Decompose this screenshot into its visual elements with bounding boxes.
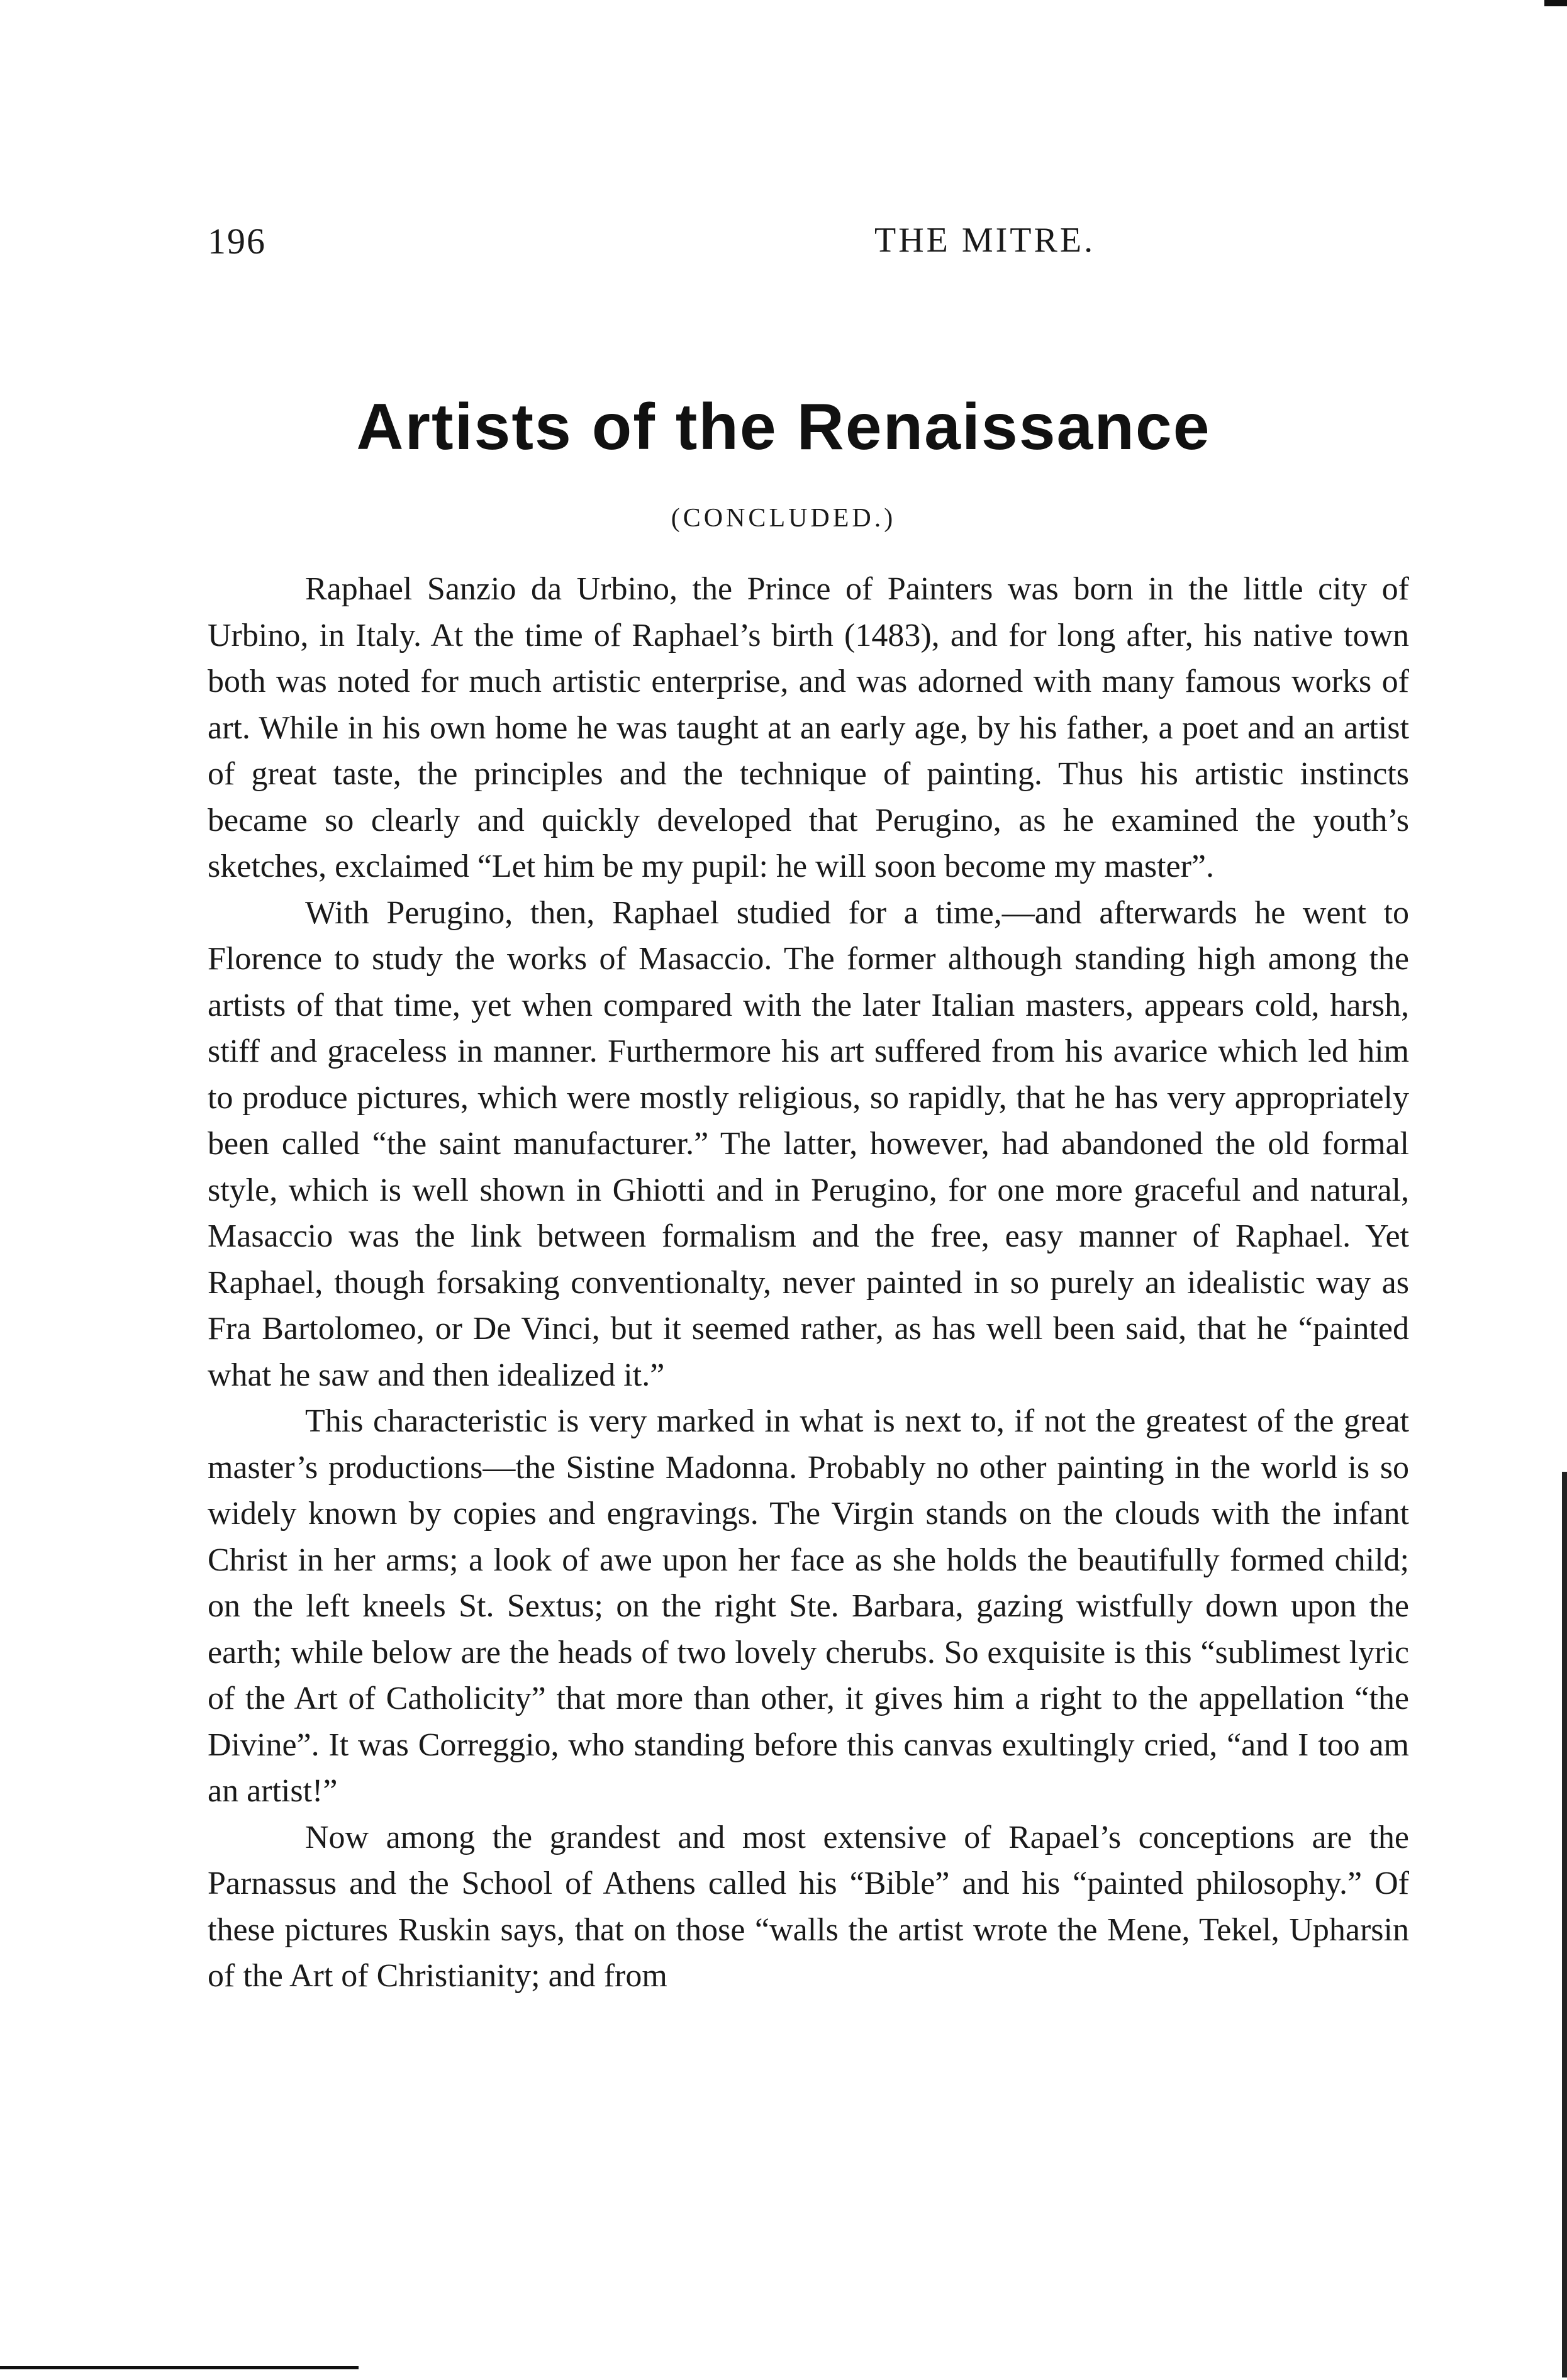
page-number: 196	[208, 221, 266, 262]
article-body	[208, 566, 1409, 1999]
article-subtitle: (CONCLUDED.)	[671, 504, 896, 533]
scan-edge-mark	[1544, 0, 1567, 6]
paragraph-sistine-madonna: This characteristic is very marked in what is next to, if not the greatest of the great master’s productions—the Sistine Madonna. Probably no other painting in the world is so widely known by copies and engravings. The Virgin stands on the clouds with the infant Christ in her arms; a look of awe upon her face as she holds the beautifully formed child; on the left kneels St. Sextus; on the right Ste. Barbara, gazing wistfully down upon the earth; while below are the heads of two lovely cherubs. So exquisite is this “sublimest lyric of the Art of Catholicity” that more than other, it gives him a right to the appellation “the Divine”. It was Correggio, who standing before this canvas exultingly cried, “and I too am an artist!”	[208, 1403, 1409, 1809]
paragraph-perugino-masaccio: With Perugino, then, Raphael studied for a time,—and afterwards he went to Florence to study the works of Masaccio. The former although standing high among the artists of that time, yet when compared with the later Italian masters, appears cold, harsh, stiff and graceless in manner. Furthermore his art suffered from his avarice which led him to produce pictures, which were mostly religious, so rapidly, that he has very appropriately been called “the saint manufacturer.” The latter, however, had abandoned the old formal style, which is well shown in Ghiotti and in Perugino, for one more graceful and natural, Masaccio was the link between formalism and the free, easy manner of Raphael. Yet Raphael, though forsaking conventionalty, never painted in so purely an idealistic way as Fra Bartolomeo, or De Vinci, but it seemed rather, as has well been said, that he “painted what he saw and then idealized it.”	[208, 894, 1409, 1393]
paragraph-raphael-intro: Raphael Sanzio da Urbino, the Prince of Painters was born in the little city of Urbino, in Italy. At the time of Raphael’s birth (1483), and for long after, his native town both was noted for much artistic enterprise, and was adorned with many famous works of art. While in his own home he was taught at an early age, by his father, a poet and an artist of great taste, the principles and the technique of painting. Thus his artistic instincts became so clearly and quickly developed that Perugino, as he examined the youth’s sketches, exclaimed “Let him be my pupil: he will soon become my master”.	[208, 571, 1409, 884]
footer-rule	[0, 2366, 359, 2369]
scan-edge-shadow	[1562, 1472, 1567, 2377]
running-head	[208, 220, 1409, 270]
article-title: Artists of the Renaissance	[356, 391, 1211, 464]
journal-title: THE MITRE.	[874, 221, 1096, 260]
paragraph-parnassus-athens: Now among the grandest and most extensive of Rapael’s conceptions are the Parnassus and the School of Athens called his “Bible” and his “painted philosophy.” Of these pictures Ruskin says, that on those “walls the artist wrote the Mene, Tekel, Upharsin of the Art of Christianity; and from	[208, 1819, 1409, 1994]
